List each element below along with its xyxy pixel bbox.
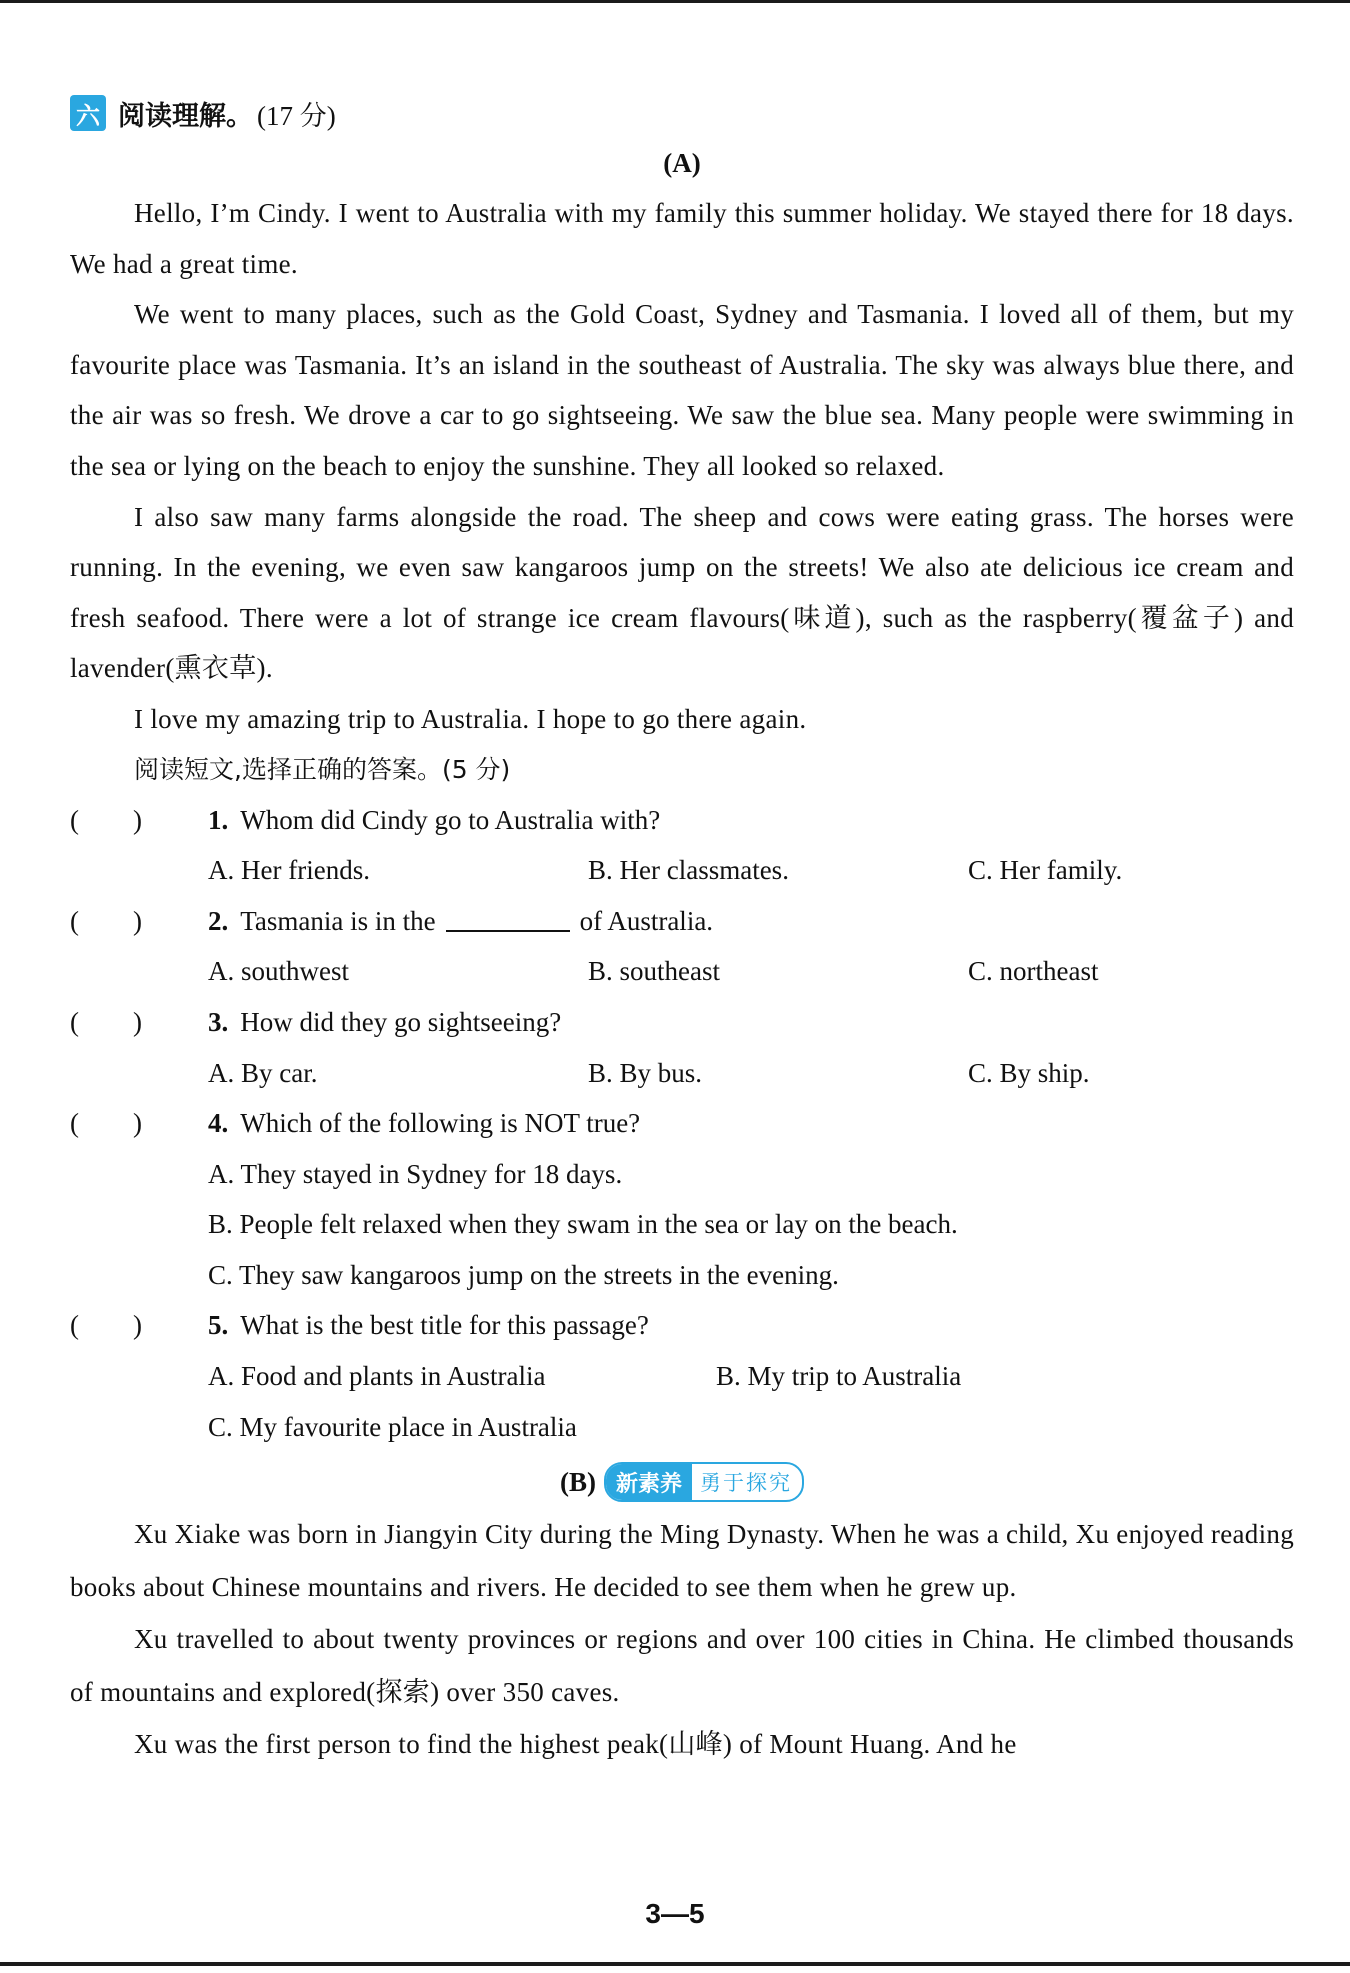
question-5-options	[70, 1351, 1294, 1402]
literacy-tag	[604, 1462, 804, 1502]
passage-a-paragraph-1: Hello, I’m Cindy. I went to Australia with my family this summer holiday. We stayed there for 18 days. We had a great time.	[70, 198, 1294, 279]
answer-blank-1[interactable]: ( )	[70, 804, 142, 835]
option-c: C. My favourite place in Australia	[208, 1411, 577, 1442]
question-number: 1.	[208, 804, 229, 835]
question-text: Whom did Cindy go to Australia with?	[240, 804, 661, 835]
question-number: 2.	[208, 905, 229, 936]
question-3	[70, 997, 1294, 1048]
option-a: A. By car.	[208, 1057, 318, 1088]
tag-sub-text: 勇于探究	[700, 1471, 792, 1496]
option-a: A. Her friends.	[208, 855, 370, 886]
question-number: 5.	[208, 1310, 229, 1341]
question-number: 3.	[208, 1006, 229, 1037]
section-title: 阅读理解。	[118, 100, 253, 132]
option-b: B. southeast	[588, 956, 720, 987]
instruction-text: 阅读短文,选择正确的答案。(5 分)	[134, 754, 511, 784]
answer-blank-4[interactable]: ( )	[70, 1108, 142, 1139]
question-text: How did they go sightseeing?	[240, 1006, 562, 1037]
option-b: B. My trip to Australia	[716, 1361, 962, 1392]
question-3-options	[70, 1048, 1294, 1099]
section-header	[70, 88, 1294, 138]
answer-blank-2[interactable]: ( )	[70, 905, 142, 936]
option-c: C. By ship.	[968, 1057, 1090, 1088]
question-text-before: Tasmania is in the	[240, 905, 436, 936]
top-rule	[0, 0, 1350, 3]
question-4	[70, 1098, 1294, 1149]
option-a: A. Food and plants in Australia	[208, 1361, 546, 1392]
question-1-options	[70, 845, 1294, 896]
passage-a-paragraph-2: We went to many places, such as the Gold Coast, Sydney and Tasmania. I loved all of them, but my favourite place was Tasmania. It’s an island in the southeast of Australia. The sky was always blue there, and the air was so fresh. We drove a car to go sightseeing. We saw the blue sea. Many people were swimming in the sea or lying on the beach to enjoy the sunshine. They all looked so relaxed.	[70, 299, 1294, 481]
question-text: What is the best title for this passage?	[240, 1310, 649, 1341]
section-score: (17 分)	[257, 100, 336, 131]
option-b: B. People felt relaxed when they swam in the sea or lay on the beach.	[208, 1209, 958, 1240]
section-number-badge: 六	[70, 95, 106, 131]
option-a: A. southwest	[208, 956, 349, 987]
option-b: B. By bus.	[588, 1057, 703, 1088]
option-a: A. They stayed in Sydney for 18 days.	[208, 1158, 623, 1189]
passage-b-paragraph-1: Xu Xiake was born in Jiangyin City during the Ming Dynasty. When he was a child, Xu enjoyed reading books about Chinese mountains and rivers. He decided to see them when he grew up.	[70, 1519, 1294, 1602]
passage-b-paragraph-3: Xu was the first person to find the highest peak(山峰) of Mount Huang. And he	[134, 1729, 1017, 1760]
answer-blank-3[interactable]: ( )	[70, 1006, 142, 1037]
bottom-rule	[0, 1962, 1350, 1966]
part-b-header	[70, 1456, 1294, 1508]
fill-in-blank-line[interactable]	[446, 896, 570, 932]
passage-a-paragraph-4: I love my amazing trip to Australia. I hope to go there again.	[134, 703, 807, 734]
option-c: C. Her family.	[968, 855, 1123, 886]
question-text: Which of the following is NOT true?	[240, 1108, 641, 1139]
question-2	[70, 896, 1294, 947]
part-a-label: (A)	[663, 148, 701, 178]
option-b: B. Her classmates.	[588, 855, 789, 886]
question-number: 4.	[208, 1108, 229, 1139]
answer-blank-5[interactable]: ( )	[70, 1310, 142, 1341]
option-c: C. They saw kangaroos jump on the streets in the evening.	[208, 1259, 839, 1290]
option-c: C. northeast	[968, 956, 1099, 987]
question-5	[70, 1300, 1294, 1351]
tag-main-text: 新素养	[606, 1464, 692, 1500]
question-1	[70, 795, 1294, 846]
question-text-after: of Australia.	[579, 905, 714, 936]
part-b-label: (B)	[559, 1466, 596, 1497]
page-number: 3—5	[645, 1898, 705, 1929]
passage-a-paragraph-3: I also saw many farms alongside the road. The sheep and cows were eating grass. The horses were running. In the evening, we even saw kangaroos jump on the streets! We also ate delicious ice cream and fresh seafood. There were a lot of strange ice cream flavours(味道), such as the raspberry(覆盆子) and lavender(熏衣草).	[70, 501, 1294, 684]
passage-b-paragraph-2: Xu travelled to about twenty provinces or regions and over 100 cities in China. He climbed thousands of mountains and explored(探索) over 350 caves.	[70, 1624, 1294, 1707]
question-2-options	[70, 946, 1294, 997]
worksheet-page	[70, 88, 1294, 1771]
